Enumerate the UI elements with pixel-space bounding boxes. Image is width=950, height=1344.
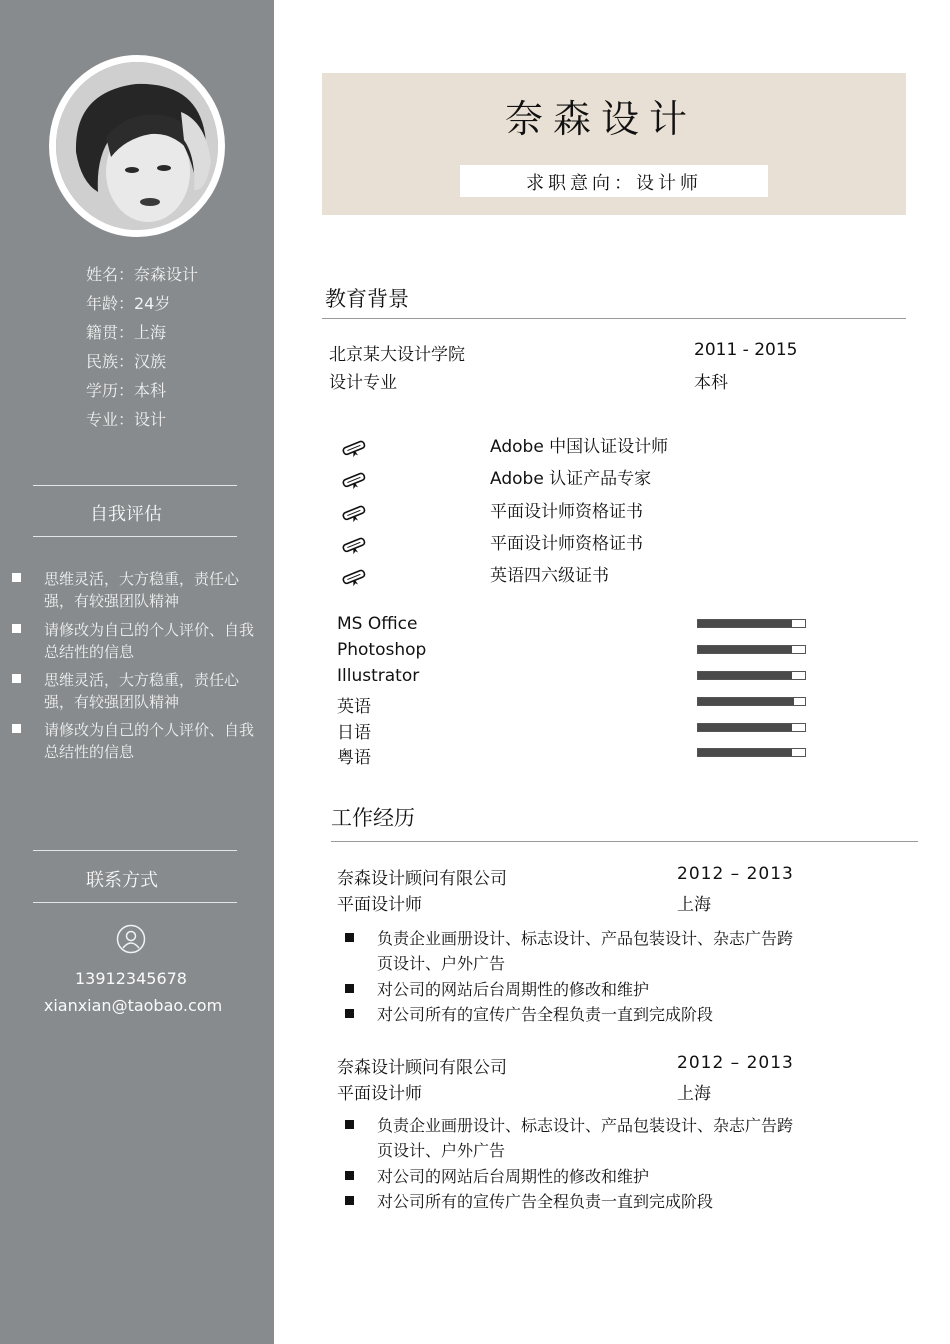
bullet-icon	[345, 1171, 354, 1180]
info-hometown: 籍贯：上海	[86, 323, 167, 342]
candidate-name: 奈森设计	[504, 97, 697, 141]
bullet-icon	[345, 1009, 354, 1018]
work-title: 工作经历	[331, 806, 415, 830]
job-years: 2012 – 2013	[677, 1053, 794, 1073]
skill-bar	[697, 748, 806, 757]
job-duty: 对公司所有的宣传广告全程负责一直到完成阶段	[377, 1005, 714, 1024]
skill-name: 日语	[337, 723, 371, 743]
job-duty: 负责企业画册设计、标志设计、产品包装设计、杂志广告跨页设计、户外广告	[377, 1116, 794, 1160]
skill-bar-fill	[698, 724, 792, 731]
bullet-icon	[12, 724, 21, 733]
job-city: 上海	[677, 895, 711, 915]
self-eval-item: 思维灵活，大方稳重，责任心强，有较强团队精神	[44, 570, 240, 610]
job-duty: 负责企业画册设计、标志设计、产品包装设计、杂志广告跨页设计、户外广告	[377, 929, 794, 973]
skill-bar	[697, 671, 806, 680]
skill-bar-fill	[698, 698, 794, 705]
diploma-icon	[340, 535, 370, 555]
certificate-item: 平面设计师资格证书	[490, 502, 643, 522]
contact-email: xianxian@taobao.com	[43, 996, 223, 1015]
skill-bar-fill	[698, 620, 792, 627]
bullet-icon	[12, 674, 21, 683]
skill-name: 英语	[337, 697, 371, 717]
avatar-photo	[56, 62, 218, 230]
avatar	[56, 62, 218, 230]
edu-major: 设计专业	[329, 373, 397, 393]
job-duty: 对公司的网站后台周期性的修改和维护	[377, 980, 650, 999]
job-company: 奈森设计顾问有限公司	[337, 1058, 507, 1078]
self-eval-item: 请修改为自己的个人评价、自我总结性的信息	[44, 721, 255, 761]
contact-phone: 13912345678	[75, 969, 187, 988]
diploma-icon	[340, 503, 370, 523]
skill-name: MS Office	[337, 614, 418, 634]
job-company: 奈森设计顾问有限公司	[337, 869, 507, 889]
job-duty: 对公司所有的宣传广告全程负责一直到完成阶段	[377, 1192, 714, 1211]
self-eval-item: 思维灵活，大方稳重，责任心强，有较强团队精神	[44, 671, 240, 711]
bullet-icon	[345, 984, 354, 993]
skill-bar-fill	[698, 749, 792, 756]
skill-bar	[697, 645, 806, 654]
skill-bar	[697, 619, 806, 628]
section-divider	[322, 318, 906, 319]
edu-school: 北京某大设计学院	[329, 345, 465, 365]
skill-bar-fill	[698, 646, 792, 653]
info-major: 专业：设计	[86, 410, 167, 429]
skill-bar	[697, 697, 806, 706]
divider	[33, 485, 237, 486]
diploma-icon	[340, 470, 370, 490]
certificate-item: 英语四六级证书	[490, 566, 609, 586]
info-education: 学历：本科	[86, 381, 167, 400]
user-circle-icon	[116, 924, 146, 954]
skill-bar-fill	[698, 672, 792, 679]
job-years: 2012 – 2013	[677, 864, 794, 884]
divider	[33, 850, 237, 851]
divider	[33, 536, 237, 537]
edu-years: 2011 - 2015	[694, 340, 798, 360]
certificate-item: Adobe 认证产品专家	[490, 469, 652, 489]
skill-name: 粤语	[337, 748, 371, 768]
job-city: 上海	[677, 1084, 711, 1104]
job-intent: 求职意向：设计师	[526, 173, 702, 194]
info-ethnicity: 民族：汉族	[86, 352, 167, 371]
certificate-item: 平面设计师资格证书	[490, 534, 643, 554]
bullet-icon	[12, 573, 21, 582]
skill-bar	[697, 723, 806, 732]
education-title: 教育背景	[325, 287, 409, 311]
info-age: 年龄：24岁	[86, 294, 171, 313]
contact-title: 联系方式	[86, 870, 158, 891]
info-name: 姓名：奈森设计	[86, 265, 199, 284]
diploma-icon	[340, 567, 370, 587]
certificate-item: Adobe 中国认证设计师	[490, 437, 669, 457]
self-eval-item: 请修改为自己的个人评价、自我总结性的信息	[44, 621, 255, 661]
edu-degree: 本科	[694, 373, 728, 393]
bullet-icon	[345, 933, 354, 942]
self-eval-title: 自我评估	[90, 504, 162, 525]
job-duty: 对公司的网站后台周期性的修改和维护	[377, 1167, 650, 1186]
bullet-icon	[12, 624, 21, 633]
bullet-icon	[345, 1196, 354, 1205]
skill-name: Photoshop	[337, 640, 427, 660]
section-divider	[331, 841, 918, 842]
job-position: 平面设计师	[337, 1084, 422, 1104]
bullet-icon	[345, 1120, 354, 1129]
diploma-icon	[340, 438, 370, 458]
job-position: 平面设计师	[337, 895, 422, 915]
skill-name: Illustrator	[337, 666, 420, 686]
divider	[33, 902, 237, 903]
